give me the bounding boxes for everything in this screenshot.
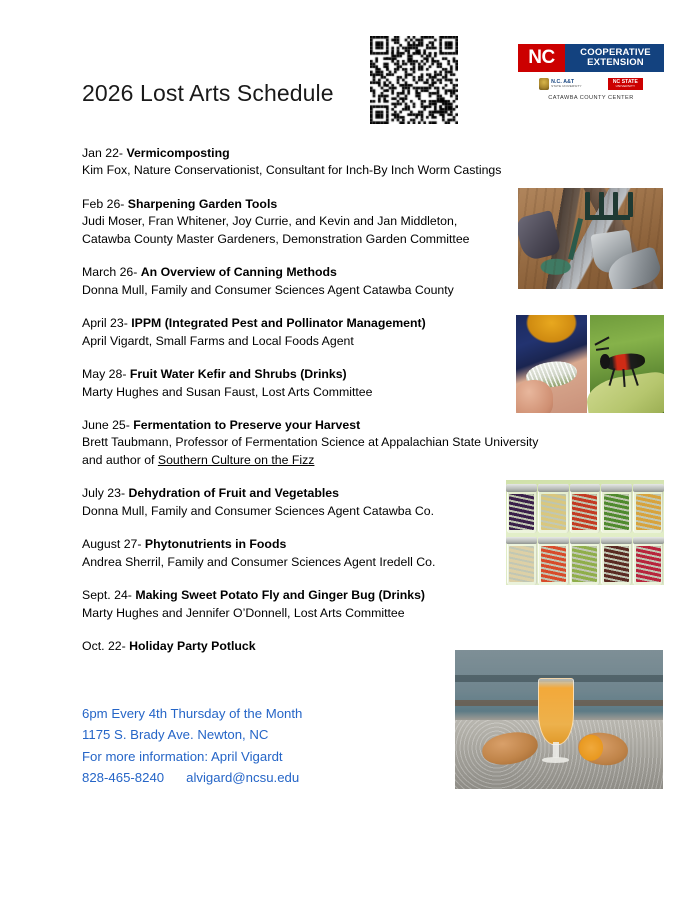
schedule-entry-heading — [82, 587, 602, 604]
drink-glass — [538, 678, 573, 745]
schedule-entry-presenter: Judi Moser, Fran Whitener, Joy Currie, and Kevin and Jan Middleton, — [82, 214, 458, 229]
glass-foot — [542, 757, 569, 763]
schedule-entry-date: Sept. 24- — [82, 588, 136, 603]
schedule-entry — [82, 536, 602, 571]
schedule-entry-heading — [82, 485, 602, 502]
schedule-entry-topic: IPPM (Integrated Pest and Pollinator Management) — [131, 316, 426, 331]
logo-nc-mark: NC — [518, 44, 565, 72]
schedule-entry-heading — [82, 196, 602, 213]
schedule-entry-heading — [82, 264, 602, 281]
schedule-entry-heading — [82, 638, 602, 655]
schedule-entry-topic: Making Sweet Potato Fly and Ginger Bug (Drinks) — [135, 588, 426, 603]
schedule-entry-topic: An Overview of Canning Methods — [140, 265, 337, 280]
meeting-address: 1175 S. Brady Ave. Newton, NC — [82, 727, 269, 743]
logo-bar — [518, 44, 664, 72]
jar-contents — [604, 494, 629, 530]
schedule-entry-heading — [82, 536, 602, 553]
schedule-entry-heading — [82, 417, 602, 434]
schedule-entry — [82, 587, 602, 622]
schedule-entry — [82, 485, 602, 520]
glass-stem — [553, 742, 559, 759]
schedule-entry-presenter: Marty Hughes and Susan Faust, Lost Arts Committee — [82, 384, 373, 399]
schedule-list — [82, 145, 602, 672]
schedule-entry-date: April 23- — [82, 316, 132, 331]
jar-lid — [633, 484, 664, 492]
schedule-entry-date: August 27- — [82, 537, 145, 552]
nc-at-logo — [539, 78, 582, 90]
schedule-entry-topic: Fermentation to Preserve your Harvest — [133, 417, 361, 432]
schedule-entry-presenter: Donna Mull, Family and Consumer Sciences Agent Catawba Co. — [82, 503, 434, 518]
schedule-entry-topic: Phytonutrients in Foods — [144, 537, 287, 552]
schedule-entry-topic: Fruit Water Kefir and Shrubs (Drinks) — [129, 367, 347, 382]
schedule-entry — [82, 638, 602, 655]
schedule-entry-heading — [82, 145, 602, 162]
nc-state-name: NC STATE — [612, 79, 638, 85]
jar-contents — [636, 546, 661, 582]
schedule-entry-presenter: Marty Hughes and Jennifer O’Donnell, Lost Arts Committee — [82, 605, 405, 620]
contact-footer — [82, 703, 302, 789]
nc-state-logo — [608, 78, 643, 90]
jar-lid — [601, 537, 632, 545]
schedule-entry — [82, 417, 602, 469]
logo-cooperative-text: COOPERATIVE — [580, 47, 651, 59]
schedule-entry — [82, 145, 602, 180]
schedule-entry-date: March 26- — [82, 265, 141, 280]
schedule-entry-heading — [82, 366, 602, 383]
mason-jar — [601, 537, 631, 585]
jar-lid — [601, 484, 632, 492]
county-center-label: CATAWBA COUNTY CENTER — [548, 95, 634, 102]
qr-code[interactable] — [370, 36, 458, 124]
schedule-entry-date: Jan 22- — [82, 146, 127, 160]
nc-state-sub: UNIVERSITY — [615, 84, 636, 88]
logo-extension-text: EXTENSION — [587, 57, 644, 68]
schedule-entry — [82, 196, 602, 248]
schedule-entry-presenter: April Vigardt, Small Farms and Local Foods Agent — [82, 333, 354, 348]
schedule-entry-date: July 23- — [82, 486, 129, 501]
schedule-entry-presenter: Kim Fox, Nature Conservationist, Consultant for Inch-By Inch Worm Castings — [82, 163, 502, 178]
jar-lid — [633, 537, 664, 545]
book-line-prefix: and author of — [82, 452, 158, 467]
wasp-body — [604, 352, 645, 372]
schedule-entry-presenter: Brett Taubmann, Professor of Fermentation Science at Appalachian State University — [82, 435, 539, 450]
mason-jar — [633, 537, 663, 585]
nc-cooperative-extension-logo — [518, 44, 664, 101]
logo-extension-mark — [565, 44, 664, 72]
nc-at-seal-icon — [539, 78, 549, 90]
jar-contents — [604, 546, 629, 582]
schedule-entry-topic: Dehydration of Fruit and Vegetables — [128, 486, 339, 501]
meeting-time: 6pm Every 4th Thursday of the Month — [82, 706, 303, 721]
schedule-entry-presenter-line2: Catawba County Master Gardeners, Demonstration Garden Committee — [82, 231, 470, 246]
qr-code-canvas — [370, 36, 458, 124]
contact-phone-email[interactable]: 828-465-8240 alvigard@ncsu.edu — [82, 770, 300, 786]
nc-at-name: N.C. A&T — [551, 78, 575, 85]
schedule-entry-date: Feb 26- — [82, 196, 128, 211]
schedule-entry-presenter: Andrea Sherril, Family and Consumer Sciences Agent Iredell Co. — [82, 554, 436, 569]
mason-jar — [633, 484, 663, 532]
schedule-entry-topic: Holiday Party Potluck — [129, 639, 256, 654]
schedule-entry-presenter: Donna Mull, Family and Consumer Sciences Agent Catawba County — [82, 282, 454, 297]
schedule-entry-book-line — [82, 452, 602, 469]
schedule-entry-topic: Sharpening Garden Tools — [127, 196, 278, 211]
schedule-entry — [82, 366, 602, 401]
nc-at-sub: STATE UNIVERSITY — [551, 84, 582, 89]
schedule-entry-date: Oct. 22- — [82, 639, 130, 654]
partner-logos — [518, 78, 664, 90]
schedule-entry — [82, 264, 602, 299]
jar-contents — [636, 494, 661, 530]
schedule-entry-topic: Vermicomposting — [126, 146, 230, 160]
schedule-entry — [82, 315, 602, 350]
schedule-entry-date: May 28- — [82, 367, 130, 382]
page-title: 2026 Lost Arts Schedule — [82, 80, 334, 106]
contact-person: For more information: April Vigardt — [82, 748, 283, 764]
schedule-entry-date: June 25- — [82, 417, 134, 432]
mason-jar — [601, 484, 631, 532]
book-title: Southern Culture on the Fizz — [157, 452, 315, 467]
schedule-entry-heading — [82, 315, 602, 332]
